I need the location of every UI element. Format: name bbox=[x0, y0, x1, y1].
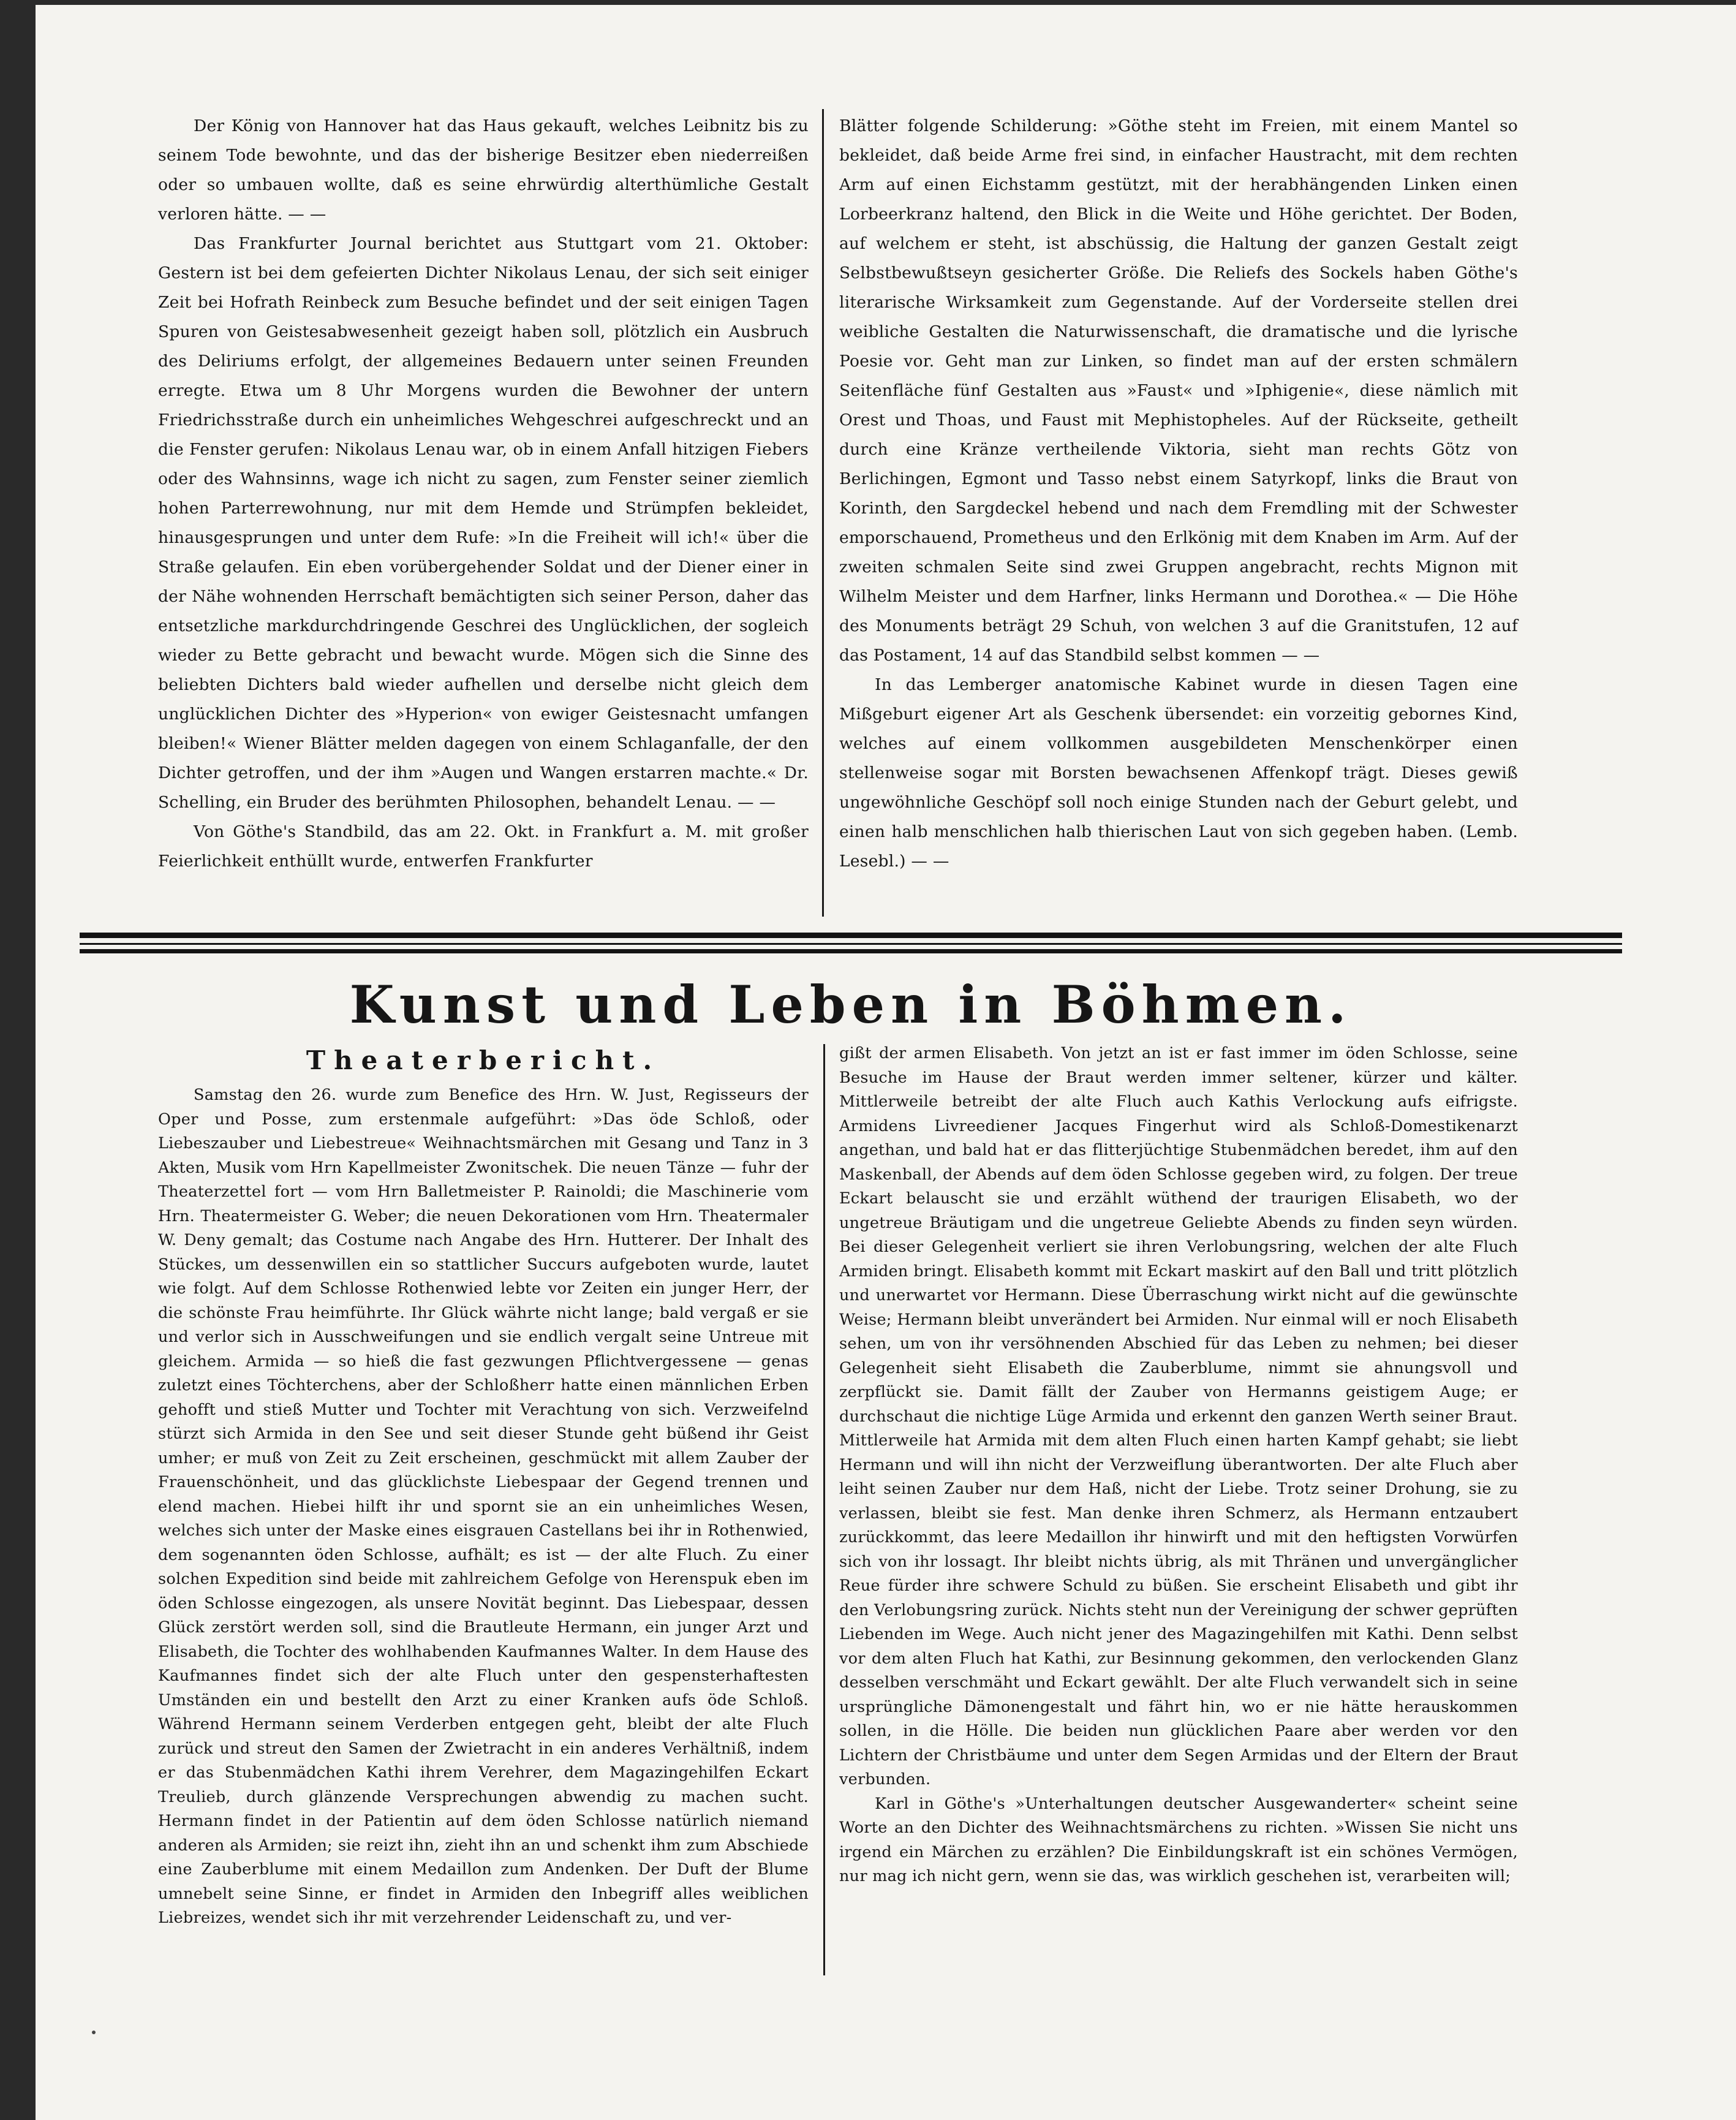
paragraph-theater-plot-part1: Samstag den 26. wurde zum Benefice des Hrn. W. Just, Regisseurs der Oper und Posse, zum erstenmale aufgeführt: »Das öde Schloß, oder Liebeszauber und Liebestreue« Weihnachtsmärchen mit Gesang und Tanz in 3 Akten, Musik vom Hrn Kapellmeister Zwonitschek. Die neuen Tänze — fuhr der Theaterzettel fort — vom Hrn Balletmeister P. Rainoldi; die Maschinerie vom Hrn. Theatermeister G. Weber; die neuen Dekorationen vom Hrn. Theatermaler W. Deny gemalt; das Costume nach Angabe des Hrn. Hutterer. Der Inhalt des Stückes, um dessenwillen ein so stattlicher Succurs aufgeboten wurde, lautet wie folgt. Auf dem Schlosse Rothenwied lebte vor Zeiten ein junger Herr, der die schönste Frau heimführte. Ihr Glück währte nicht lange; bald vergaß er sie und verlor sich in Ausschweifungen und sie endlich vergalt seine Untreue mit gleichem. Armida — so hieß die fast gezwungen Pflichtvergessene — genas zuletzt eines Töchterchens, aber der Schloßherr hatte einen männlichen Erben gehofft und stieß Mutter und Tochter mit Verachtung von sich. Verzweifelnd stürzt sich Armida in den See und seit dieser Stunde geht büßend ihr Geist umher; er muß von Zeit zu Zeit erscheinen, geschmückt mit allem Zauber der Frauenschönheit, und das glücklichste Liebespaar der Gegend trennen und elend machen. Hiebei hilft ihr und spornt sie an ein unheimliches Wesen, welches sich unter der Maske eines eisgrauen Castellans bei ihr in Rothenwied, dem sogenannten öden Schlosse, aufhält; es ist — der alte Fluch. Zu einer solchen Expedition sind beide mit zahlreichem Gefolge von Herenspuk eben im öden Schlosse eingezogen, als unsere Novität beginnt. Das Liebespaar, dessen Glück zerstört werden soll, sind die Brautleute Hermann, ein junger Arzt und Elisabeth, die Tochter des wohlhabenden Kaufmannes Walter. In dem Hause des Kaufmannes findet sich der alte Fluch unter den gespensterhaftesten Umständen ein und bestellt den Arzt zu einer Kranken aufs öde Schloß. Während Hermann seinem Verderben entgegen geht, bleibt der alte Fluch zurück und streut den Samen der Zwietracht in ein anderes Verhältniß, indem er das Stubenmädchen Kathi ihrem Verehrer, dem Magazingehilfen Eckart Treulieb, durch glänzende Versprechungen abwendig zu machen sucht. Hermann findet in der Patientin auf dem öden Schlosse natürlich niemand anderen als Armiden; sie reizt ihn, zieht ihn an und schenkt ihm zum Abschiede eine Zauberblume mit einem Medaillon zum Andenken. Der Duft der Blume umnebelt seine Sinne, er findet in Armiden den Inbegriff alles weiblichen Liebreizes, wendet sich ihr mit verzehrender Leidenschaft zu, und ver- bbox=[158, 1086, 809, 1927]
bottom-right-column bbox=[839, 1042, 1518, 1889]
paragraph-leibnitz-house: Der König von Hannover hat das Haus gekauft, welches Leibnitz bis zu seinem Tode bewohnte, und das der bisherige Besitzer eben niederreißen oder so umbauen wollte, daß es seine ehrwürdig alterthümliche Gestalt verloren hätte. — — bbox=[158, 116, 809, 224]
column-divider-bottom bbox=[823, 1044, 825, 1975]
paragraph-goethe-quote: Karl in Göthe's »Unterhaltungen deutscher Ausgewanderter« scheint seine Worte an den Dichter des Weihnachtsmärchens zu richten. »Wissen Sie nicht uns irgend ein Märchen zu erzählen? Die Einbildungskraft ist ein schönes Vermögen, nur mag ich nicht gern, wenn sie das, was wirklich geschehen ist, verarbeiten will; bbox=[839, 1794, 1518, 1885]
paragraph-goethe-monument-description: Blätter folgende Schilderung: »Göthe steht im Freien, mit einem Mantel so bekleidet, daß beide Arme frei sind, in einfacher Haustracht, mit dem rechten Arm auf einen Eichstamm gestützt, mit der herabhängenden Linken einen Lorbeerkranz haltend, den Blick in die Weite und Höhe gerichtet. Der Boden, auf welchem er steht, ist abschüssig, die Haltung der ganzen Gestalt zeigt Selbstbewußtseyn gesicherter Größe. Die Reliefs des Sockels haben Göthe's literarische Wirksamkeit zum Gegenstande. Auf der Vorderseite stellen drei weibliche Gestalten die Naturwissenschaft, die dramatische und die lyrische Poesie vor. Geht man zur Linken, so findet man auf der ersten schmälern Seitenfläche fünf Gestalten aus »Faust« und »Iphigenie«, diese nämlich mit Orest und Thoas, und Faust mit Mephistopheles. Auf der Rückseite, getheilt durch eine Kränze vertheilende Viktoria, sieht man rechts Götz von Berlichingen, Egmont und Tasso nebst einem Satyrkopf, links die Braut von Korinth, den Sargdeckel hebend und nach dem Fremdling mit der Schwester emporschauend, Prometheus und den Erlkönig mit dem Knaben im Arm. Auf der zweiten schmalen Seite sind zwei Gruppen angebracht, rechts Mignon mit Wilhelm Meister und dem Harfner, links Hermann und Dorothea.« — Die Höhe des Monuments beträgt 29 Schuh, von welchen 3 auf die Granitstufen, 12 auf das Postament, 14 auf das Standbild selbst kommen — — bbox=[839, 116, 1518, 665]
column-divider-top bbox=[822, 109, 824, 917]
ink-speck bbox=[92, 2031, 96, 2034]
top-left-column bbox=[158, 112, 809, 876]
section-separator-thin bbox=[80, 943, 1622, 945]
paragraph-theater-plot-part2: gißt der armen Elisabeth. Von jetzt an ist er fast immer im öden Schlosse, seine Besuche im Hause der Braut werden immer seltener, kürzer und kälter. Mittlerweile betreibt der alte Fluch auch Kathis Verlockung aufs eifrigste. Armidens Livreediener Jacques Fingerhut wird als Schloß-Domestikenarzt angethan, und bald hat er das flitterjüchtige Stubenmädchen beredet, ihm auf den Maskenball, der Abends auf dem öden Schlosse gegeben wird, zu folgen. Der treue Eckart belauscht sie und erzählt wüthend der traurigen Elisabeth, wo der ungetreue Bräutigam und die ungetreue Geliebte Abends zu finden seyn würden. Bei dieser Gelegenheit verliert sie ihren Verlobungsring, welchen der alte Fluch Armiden bringt. Elisabeth kommt mit Eckart maskirt auf den Ball und tritt plötzlich und unerwartet vor Hermann. Diese Überraschung wirkt nicht auf die gewünschte Weise; Hermann bleibt unverändert bei Armiden. Nur einmal will er noch Elisabeth sehen, um von ihr versöhnenden Abschied für das Leben zu nehmen; bei dieser Gelegenheit sieht Elisabeth die Zauberblume, nimmt sie ahnungsvoll und zerpflückt sie. Damit fällt der Zauber von Hermanns geistigem Auge; er durchschaut die nichtige Lüge Armida und erkennt den ganzen Werth seiner Braut. Mittlerweile hat Armida mit dem alten Fluch einen harten Kampf gehabt; sie liebt Hermann und will ihn nicht der Verzweiflung überantworten. Der alte Fluch aber leiht seinen Zauber nur dem Haß, nicht der Liebe. Trotz seiner Drohung, sie zu verlassen, bleibt sie fest. Man denke ihren Schmerz, als Hermann entzaubert zurückkommt, das leere Medaillon ihr hinwirft und mit den heftigsten Vorwürfen sich von ihr lossagt. Ihr bleibt nichts übrig, als mit Thränen und unvergänglicher Reue fürder ihre schwere Schuld zu büßen. Sie erscheint Elisabeth und gibt ihr den Verlobungsring zurück. Nichts steht nun der Vereinigung der schwer geprüften Liebenden im Wege. Auch nicht jener des Magazingehilfen mit Kathi. Denn selbst vor dem alten Fluch hat Kathi, zur Besinnung gekommen, den verlockenden Glanz desselben verschmäht und Eckart gewählt. Der alte Fluch verwandelt sich in seine ursprüngliche Dämonengestalt und fährt hin, wo er nie hätte herauskommen sollen, in die Hölle. Die beiden nun glücklichen Paare aber werden vor den Lichtern der Christbäume und unter dem Segen Armidas und der Eltern der Braut verbunden. bbox=[839, 1044, 1518, 1789]
paragraph-lenau-report: Das Frankfurter Journal berichtet aus Stuttgart vom 21. Oktober: Gestern ist bei dem gefeierten Dichter Nikolaus Lenau, der sich seit einiger Zeit bei Hofrath Reinbeck zum Besuche befindet und der seit einigen Tagen Spuren von Geistesabwesenheit gezeigt haben soll, plötzlich ein Ausbruch des Deliriums erfolgt, der allgemeines Bedauern unter seinen Freunden erregte. Etwa um 8 Uhr Morgens wurden die Bewohner der untern Friedrichsstraße durch ein unheimliches Wehgeschrei aufgeschreckt und an die Fenster gerufen: Nikolaus Lenau war, ob in einem Anfall hitzigen Fiebers oder des Wahnsinns, wage ich nicht zu sagen, zum Fenster seiner ziemlich hohen Parterrewohnung, nur mit dem Hemde und Strümpfen bekleidet, hinausgesprungen und unter dem Rufe: »In die Freiheit will ich!« über die Straße gelaufen. Ein eben vorübergehender Soldat und der Diener einer in der Nähe wohnenden Herrschaft bemächtigten sich seiner Person, daher das entsetzliche markdurchdringende Geschrei des Unglücklichen, der sogleich wieder zu Bette gebracht und bewacht wurde. Mögen sich die Sinne des beliebten Dichters bald wieder aufhellen und derselbe nicht gleich dem unglücklichen Dichter des »Hyperion« von ewiger Geistesnacht umfangen bleiben!« Wiener Blätter melden dagegen von einem Schlaganfalle, der den Dichter getroffen, und der ihm »Augen und Wangen erstarren machte.« Dr. Schelling, ein Bruder des berühmten Philosophen, behandelt Lenau. — — bbox=[158, 234, 809, 812]
section-title: Kunst und Leben in Böhmen. bbox=[349, 974, 1353, 1035]
paragraph-goethe-monument-intro: Von Göthe's Standbild, das am 22. Okt. in Frankfurt a. M. mit großer Feierlichkeit enthüllt wurde, entwerfen Frankfurter bbox=[158, 822, 809, 871]
section-separator-bottom bbox=[80, 949, 1622, 953]
section-separator-thick bbox=[80, 933, 1622, 938]
top-right-column bbox=[839, 112, 1518, 876]
paragraph-lemberg-cabinet: In das Lemberger anatomische Kabinet wurde in diesen Tagen eine Mißgeburt eigener Art als Geschenk übersendet: ein vorzeitig gebornes Kind, welches auf einem vollkommen ausgebildeten Menschenkörper einen stellenweise sogar mit Borsten bewachsenen Affenkopf trägt. Dieses gewiß ungewöhnliche Geschöpf soll noch einige Stunden nach der Geburt gelebt, und einen halb menschlichen halb thierischen Laut von sich gegeben haben. (Lemb. Lesebl.) — — bbox=[839, 675, 1518, 871]
bottom-left-column bbox=[158, 1043, 809, 1931]
theater-report-heading: Theaterbericht. bbox=[306, 1045, 661, 1075]
